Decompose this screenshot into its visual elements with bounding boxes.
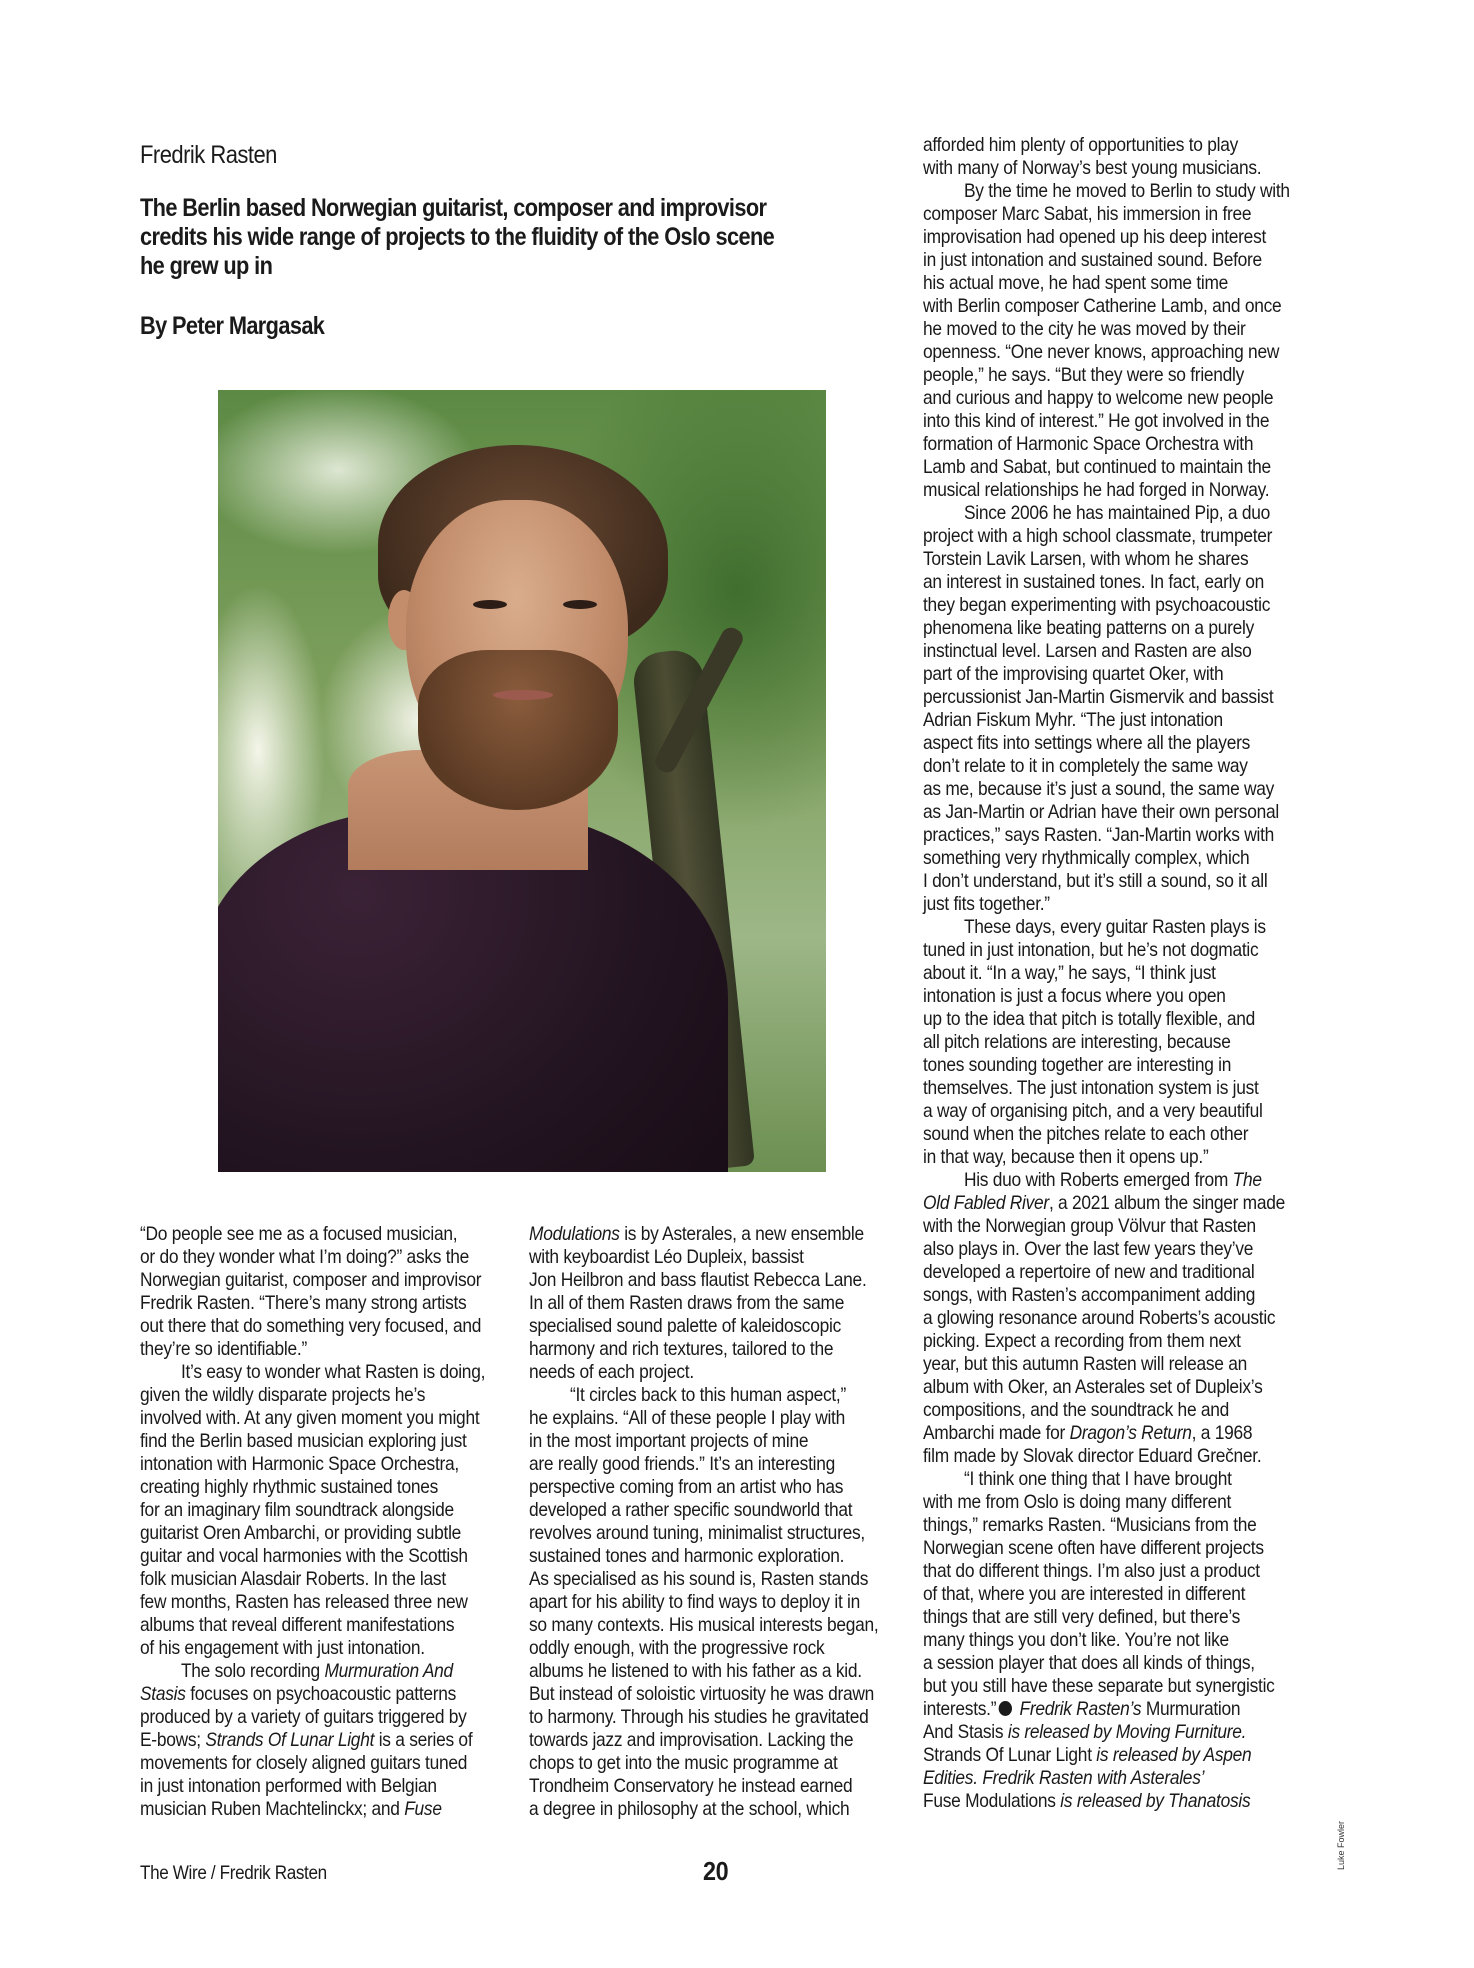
body-text-line xyxy=(923,1744,1279,1767)
text-run: Lamb and Sabat, but continued to maintain the xyxy=(923,456,1271,478)
standfirst-line: The Berlin based Norwegian guitarist, composer and improvisor xyxy=(140,194,767,222)
body-text-line xyxy=(923,824,1279,847)
text-run: find the Berlin based musician exploring just xyxy=(140,1430,467,1452)
body-text-line xyxy=(923,456,1279,479)
text-run: By the time he moved to Berlin to study with xyxy=(963,180,1290,202)
body-text-line xyxy=(923,433,1279,456)
text-run: things,” remarks Rasten. “Musicians from the xyxy=(923,1514,1257,1536)
body-text-line xyxy=(923,1491,1279,1514)
body-column-2 xyxy=(529,1223,929,1821)
body-text-line xyxy=(529,1338,885,1361)
body-text-line xyxy=(140,1476,496,1499)
body-text-line xyxy=(923,1445,1279,1468)
text-run: In all of them Rasten draws from the same xyxy=(529,1292,845,1314)
text-run: sustained tones and harmonic exploration. xyxy=(529,1545,845,1567)
body-text-line xyxy=(923,870,1279,893)
text-run: apart for his ability to find ways to deploy it in xyxy=(529,1591,861,1613)
text-run: a way of organising pitch, and a very beautiful xyxy=(923,1100,1263,1122)
body-text-line xyxy=(140,1246,496,1269)
text-run: musical relationships he had forged in Norway. xyxy=(923,479,1270,501)
text-run: These days, every guitar Rasten plays is xyxy=(963,916,1266,938)
body-text-line xyxy=(140,1775,496,1798)
text-run: albums that reveal different manifestations xyxy=(140,1614,455,1636)
text-run: with many of Norway’s best young musicians. xyxy=(923,157,1262,179)
text-run: The solo recording xyxy=(180,1660,325,1682)
body-text-line xyxy=(923,318,1279,341)
text-run: a glowing resonance around Roberts’s acoustic xyxy=(923,1307,1276,1329)
text-run: are really good friends.” It’s an interesting xyxy=(529,1453,836,1475)
text-run: picking. Expect a recording from them next xyxy=(923,1330,1241,1352)
body-text-line xyxy=(923,1261,1279,1284)
body-text-line xyxy=(140,1407,496,1430)
body-text-line xyxy=(923,341,1279,364)
body-text-line xyxy=(140,1361,496,1384)
end-of-article-bullet-icon xyxy=(999,1701,1012,1716)
text-run: about it. “In a way,” he says, “I think just xyxy=(923,962,1216,984)
standfirst-line: he grew up in xyxy=(140,252,273,280)
text-run: intonation with Harmonic Space Orchestra, xyxy=(140,1453,459,1475)
body-text-line xyxy=(923,272,1279,295)
body-text-line xyxy=(140,1752,496,1775)
text-run: he explains. “All of these people I play with xyxy=(529,1407,846,1429)
portrait-photo xyxy=(218,390,826,1172)
body-text-line xyxy=(923,1054,1279,1077)
photo-credit: Luke Fowler xyxy=(1336,1820,1346,1870)
body-text-line xyxy=(923,1583,1279,1606)
body-text-line xyxy=(529,1315,885,1338)
body-text-line xyxy=(140,1269,496,1292)
body-text-line xyxy=(923,1376,1279,1399)
text-run: developed a repertoire of new and traditional xyxy=(923,1261,1255,1283)
text-run: Fuse Modulations xyxy=(923,1790,1056,1812)
body-text-line xyxy=(529,1384,885,1407)
text-run: film made by Slovak director Eduard Grečner. xyxy=(923,1445,1262,1467)
body-text-line xyxy=(923,1330,1279,1353)
body-text-line xyxy=(923,1468,1279,1491)
body-text-line xyxy=(140,1637,496,1660)
text-run: aspect fits into settings where all the players xyxy=(923,732,1251,754)
body-text-line xyxy=(923,1606,1279,1629)
body-text-line xyxy=(923,617,1279,640)
body-text-line xyxy=(923,525,1279,548)
body-text-line xyxy=(529,1798,885,1821)
text-run: intonation is just a focus where you open xyxy=(923,985,1226,1007)
body-text-line xyxy=(529,1614,885,1637)
text-run: , a 1968 xyxy=(1191,1422,1253,1444)
italic-title-text: is released by Moving Furniture. xyxy=(1003,1721,1247,1743)
text-run: towards jazz and improvisation. Lacking the xyxy=(529,1729,854,1751)
text-run: with Berlin composer Catherine Lamb, and once xyxy=(923,295,1282,317)
body-text-line xyxy=(529,1246,885,1269)
text-run: for an imaginary film soundtrack alongside xyxy=(140,1499,454,1521)
body-text-line xyxy=(923,1238,1279,1261)
text-run: involved with. At any given moment you might xyxy=(140,1407,480,1429)
text-run: of that, where you are interested in different xyxy=(923,1583,1246,1605)
text-run: and curious and happy to welcome new people xyxy=(923,387,1274,409)
body-text-line xyxy=(529,1568,885,1591)
text-run: songs, with Rasten’s accompaniment adding xyxy=(923,1284,1256,1306)
body-text-line xyxy=(529,1407,885,1430)
italic-title-text: Edities. Fredrik Rasten with Asterales’ xyxy=(923,1767,1205,1789)
body-text-line xyxy=(529,1591,885,1614)
text-run: guitarist Oren Ambarchi, or providing subtle xyxy=(140,1522,462,1544)
body-text-line xyxy=(140,1223,496,1246)
text-run: But instead of soloistic virtuosity he was drawn xyxy=(529,1683,875,1705)
body-text-line xyxy=(529,1637,885,1660)
body-text-line xyxy=(529,1476,885,1499)
text-run: many things you don’t like. You’re not like xyxy=(923,1629,1229,1651)
body-text-line xyxy=(140,1706,496,1729)
text-run: don’t relate to it in completely the same way xyxy=(923,755,1248,777)
body-text-line xyxy=(923,364,1279,387)
text-run: Trondheim Conservatory he instead earned xyxy=(529,1775,853,1797)
text-run: Since 2006 he has maintained Pip, a duo xyxy=(963,502,1271,524)
body-text-line xyxy=(529,1775,885,1798)
text-run: they’re so identifiable.” xyxy=(140,1338,307,1360)
body-text-line xyxy=(529,1499,885,1522)
text-run: his actual move, he had spent some time xyxy=(923,272,1229,294)
text-run: instinctual level. Larsen and Rasten are also xyxy=(923,640,1252,662)
text-run: developed a rather specific soundworld that xyxy=(529,1499,853,1521)
text-run: chops to get into the music programme at xyxy=(529,1752,838,1774)
body-text-line xyxy=(923,1077,1279,1100)
text-run: composer Marc Sabat, his immersion in free xyxy=(923,203,1252,225)
body-text-line xyxy=(923,1169,1279,1192)
text-run: sound when the pitches relate to each other xyxy=(923,1123,1249,1145)
body-text-line xyxy=(923,410,1279,433)
text-run: revolves around tuning, minimalist structures, xyxy=(529,1522,865,1544)
text-run: needs of each project. xyxy=(529,1361,694,1383)
body-text-line xyxy=(923,548,1279,571)
running-head: The Wire / Fredrik Rasten xyxy=(140,1863,327,1884)
body-text-line xyxy=(140,1568,496,1591)
text-run: themselves. The just intonation system is just xyxy=(923,1077,1259,1099)
text-run: percussionist Jan-Martin Gismervik and bassist xyxy=(923,686,1274,708)
text-run: focuses on psychoacoustic patterns xyxy=(185,1683,457,1705)
text-run: It’s easy to wonder what Rasten is doing, xyxy=(180,1361,486,1383)
text-run: as me, because it’s just a sound, the same way xyxy=(923,778,1275,800)
italic-title-text: Strands Of Lunar Light xyxy=(205,1729,375,1751)
body-text-line xyxy=(923,226,1279,249)
body-text-line xyxy=(140,1660,496,1683)
body-text-line xyxy=(529,1453,885,1476)
text-run: in that way, because then it opens up.” xyxy=(923,1146,1209,1168)
body-text-line xyxy=(923,502,1279,525)
text-run: to harmony. Through his studies he gravitated xyxy=(529,1706,869,1728)
body-text-line xyxy=(529,1729,885,1752)
body-text-line xyxy=(140,1453,496,1476)
text-run: of his engagement with just intonation. xyxy=(140,1637,425,1659)
body-text-line xyxy=(529,1752,885,1775)
body-text-line xyxy=(923,1008,1279,1031)
body-text-line xyxy=(923,249,1279,272)
text-run: Ambarchi made for xyxy=(923,1422,1070,1444)
body-text-line xyxy=(923,1422,1279,1445)
body-text-line xyxy=(923,709,1279,732)
text-run: people,” he says. “But they were so friendly xyxy=(923,364,1245,386)
photo-subject-beard xyxy=(418,650,618,810)
text-run: practices,” says Rasten. “Jan-Martin works with xyxy=(923,824,1275,846)
article-standfirst xyxy=(140,194,862,281)
body-text-line xyxy=(529,1545,885,1568)
body-text-line xyxy=(923,387,1279,410)
text-run: Adrian Fiskum Myhr. “The just intonation xyxy=(923,709,1223,731)
body-text-line xyxy=(923,1514,1279,1537)
text-run: improvisation had opened up his deep interest xyxy=(923,226,1267,248)
text-run: Strands Of Lunar Light xyxy=(923,1744,1092,1766)
text-run: “It circles back to this human aspect,” xyxy=(569,1384,847,1406)
text-run: creating highly rhythmic sustained tones xyxy=(140,1476,439,1498)
body-text-line xyxy=(529,1292,885,1315)
italic-title-text: is released by Aspen xyxy=(1091,1744,1252,1766)
text-run: he moved to the city he was moved by their xyxy=(923,318,1246,340)
body-text-line xyxy=(140,1338,496,1361)
text-run: so many contexts. His musical interests began, xyxy=(529,1614,879,1636)
text-run: “Do people see me as a focused musician, xyxy=(140,1223,458,1245)
body-text-line xyxy=(923,1284,1279,1307)
text-run: up to the idea that pitch is totally flexible, and xyxy=(923,1008,1256,1030)
body-text-line xyxy=(529,1683,885,1706)
body-text-line xyxy=(923,1721,1279,1744)
body-text-line xyxy=(923,1790,1279,1813)
body-text-line xyxy=(923,916,1279,939)
body-text-line xyxy=(140,1499,496,1522)
text-run: As specialised as his sound is, Rasten stands xyxy=(529,1568,869,1590)
page-number: 20 xyxy=(703,1856,729,1886)
text-run: Norwegian scene often have different projects xyxy=(923,1537,1264,1559)
body-text-line xyxy=(923,1767,1279,1790)
body-text-line xyxy=(140,1683,496,1706)
body-column-1 xyxy=(140,1223,540,1821)
body-text-line xyxy=(529,1223,885,1246)
body-text-line xyxy=(923,1353,1279,1376)
body-text-line xyxy=(923,203,1279,226)
italic-title-text: Stasis xyxy=(140,1683,186,1705)
text-run: movements for closely aligned guitars tuned xyxy=(140,1752,468,1774)
body-text-line xyxy=(140,1545,496,1568)
text-run: with keyboardist Léo Dupleix, bassist xyxy=(529,1246,804,1268)
body-text-line xyxy=(529,1660,885,1683)
body-text-line xyxy=(529,1522,885,1545)
text-run: musician Ruben Machtelinckx; and xyxy=(140,1798,405,1820)
body-text-line xyxy=(140,1591,496,1614)
text-run: albums he listened to with his father as a kid. xyxy=(529,1660,862,1682)
photo-subject-mouth xyxy=(493,690,553,700)
text-run: is a series of xyxy=(374,1729,473,1751)
italic-title-text: Murmuration And xyxy=(324,1660,453,1682)
text-run: they began experimenting with psychoacoustic xyxy=(923,594,1271,616)
text-run: tuned in just intonation, but he’s not dogmatic xyxy=(923,939,1259,961)
text-run: , a 2021 album the singer made xyxy=(1048,1192,1286,1214)
text-run: I don’t understand, but it’s still a sound, so it all xyxy=(923,870,1268,892)
text-run: that do different things. I’m also just a product xyxy=(923,1560,1260,1582)
text-run: interests.” xyxy=(923,1698,997,1720)
body-column-3 xyxy=(923,134,1323,1813)
body-text-line xyxy=(923,985,1279,1008)
body-text-line xyxy=(923,594,1279,617)
text-run: Jon Heilbron and bass flautist Rebecca Lane. xyxy=(529,1269,867,1291)
text-run: things that are still very defined, but there’s xyxy=(923,1606,1241,1628)
body-text-line xyxy=(923,962,1279,985)
article-byline: By Peter Margasak xyxy=(140,312,325,340)
text-run: year, but this autumn Rasten will release an xyxy=(923,1353,1247,1375)
text-run: out there that do something very focused, and xyxy=(140,1315,482,1337)
text-run: into this kind of interest.” He got involved in the xyxy=(923,410,1270,432)
text-run: Fredrik Rasten. “There’s many strong artists xyxy=(140,1292,467,1314)
text-run: formation of Harmonic Space Orchestra with xyxy=(923,433,1254,455)
article-kicker: Fredrik Rasten xyxy=(140,141,277,169)
text-run: folk musician Alasdair Roberts. In the last xyxy=(140,1568,446,1590)
body-text-line xyxy=(923,640,1279,663)
text-run: guitar and vocal harmonies with the Scottish xyxy=(140,1545,468,1567)
text-run: a degree in philosophy at the school, which xyxy=(529,1798,850,1820)
body-text-line xyxy=(923,778,1279,801)
body-text-line xyxy=(923,755,1279,778)
text-run: part of the improvising quartet Oker, with xyxy=(923,663,1224,685)
text-run: in just intonation and sustained sound. Before xyxy=(923,249,1262,271)
text-run: given the wildly disparate projects he’s xyxy=(140,1384,426,1406)
body-text-line xyxy=(140,1315,496,1338)
text-run: with me from Oslo is doing many different xyxy=(923,1491,1232,1513)
body-text-line xyxy=(140,1729,496,1752)
text-run: or do they wonder what I’m doing?” asks the xyxy=(140,1246,470,1268)
text-run: project with a high school classmate, trumpeter xyxy=(923,525,1273,547)
body-text-line xyxy=(923,1675,1279,1698)
italic-title-text: is released by Thanatosis xyxy=(1055,1790,1251,1812)
body-text-line xyxy=(923,1192,1286,1215)
body-text-line xyxy=(529,1269,885,1292)
text-run: And Stasis xyxy=(923,1721,1004,1743)
standfirst-line: credits his wide range of projects to the fluidity of the Oslo scene xyxy=(140,223,775,251)
text-run: Norwegian guitarist, composer and improvisor xyxy=(140,1269,482,1291)
body-text-line xyxy=(923,1560,1279,1583)
body-text-line xyxy=(529,1361,885,1384)
body-text-line xyxy=(923,295,1282,318)
body-text-line xyxy=(923,1146,1279,1169)
text-run: His duo with Roberts emerged from xyxy=(963,1169,1233,1191)
text-run: Murmuration xyxy=(1141,1698,1241,1720)
body-text-line xyxy=(923,1652,1279,1675)
text-run: oddly enough, with the progressive rock xyxy=(529,1637,825,1659)
body-text-line xyxy=(923,1629,1279,1652)
body-text-line xyxy=(923,571,1279,594)
body-text-line xyxy=(923,939,1279,962)
text-run: all pitch relations are interesting, because xyxy=(923,1031,1231,1053)
text-run: a session player that does all kinds of things, xyxy=(923,1652,1255,1674)
body-text-line xyxy=(923,157,1279,180)
text-run: in just intonation performed with Belgian xyxy=(140,1775,437,1797)
text-run: produced by a variety of guitars triggered by xyxy=(140,1706,467,1728)
body-text-line xyxy=(923,1031,1279,1054)
text-run: something very rhythmically complex, which xyxy=(923,847,1250,869)
text-run: but you still have these separate but synergistic xyxy=(923,1675,1275,1697)
body-text-line xyxy=(140,1614,496,1637)
italic-title-text: Fuse xyxy=(404,1798,442,1820)
body-text-line xyxy=(923,893,1279,916)
italic-title-text: The xyxy=(1232,1169,1262,1191)
body-text-line xyxy=(923,1307,1279,1330)
body-text-line xyxy=(529,1430,885,1453)
italic-title-text: Fredrik Rasten’s xyxy=(1014,1698,1142,1720)
italic-title-text: Modulations xyxy=(529,1223,620,1245)
body-text-line xyxy=(140,1522,496,1545)
text-run: harmony and rich textures, tailored to the xyxy=(529,1338,834,1360)
photo-subject-eye xyxy=(563,600,597,609)
body-text-line xyxy=(140,1430,496,1453)
text-run: “I think one thing that I have brought xyxy=(963,1468,1232,1490)
text-run: specialised sound palette of kaleidoscopic xyxy=(529,1315,842,1337)
body-text-line xyxy=(923,1399,1279,1422)
text-run: perspective coming from an artist who has xyxy=(529,1476,844,1498)
body-text-line xyxy=(923,663,1279,686)
text-run: with the Norwegian group Völvur that Rasten xyxy=(923,1215,1256,1237)
body-text-line xyxy=(923,1100,1279,1123)
body-text-line xyxy=(140,1798,496,1821)
body-text-line xyxy=(529,1706,885,1729)
text-run: phenomena like beating patterns on a purely xyxy=(923,617,1255,639)
text-run: compositions, and the soundtrack he and xyxy=(923,1399,1230,1421)
body-text-line xyxy=(923,1537,1279,1560)
italic-title-text: Old Fabled River xyxy=(923,1192,1049,1214)
italic-title-text: Dragon’s Return xyxy=(1069,1422,1192,1444)
body-text-line xyxy=(923,134,1279,157)
body-text-line xyxy=(923,479,1279,502)
text-run: is by Asterales, a new ensemble xyxy=(619,1223,864,1245)
text-run: Torstein Lavik Larsen, with whom he shares xyxy=(923,548,1249,570)
body-text-line xyxy=(923,847,1279,870)
body-text-line xyxy=(923,1698,1279,1721)
body-text-line xyxy=(140,1384,496,1407)
body-text-line xyxy=(923,686,1279,709)
body-text-line xyxy=(923,180,1290,203)
body-text-line xyxy=(923,801,1279,824)
text-run: just fits together.” xyxy=(923,893,1050,915)
text-run: openness. “One never knows, approaching new xyxy=(923,341,1280,363)
text-run: as Jan-Martin or Adrian have their own personal xyxy=(923,801,1279,823)
body-text-line xyxy=(923,732,1279,755)
text-run: album with Oker, an Asterales set of Dupleix’s xyxy=(923,1376,1263,1398)
body-text-line xyxy=(923,1215,1279,1238)
text-run: in the most important projects of mine xyxy=(529,1430,809,1452)
text-run: few months, Rasten has released three new xyxy=(140,1591,468,1613)
text-run: an interest in sustained tones. In fact, early on xyxy=(923,571,1264,593)
text-run: afforded him plenty of opportunities to play xyxy=(923,134,1238,156)
text-run: tones sounding together are interesting in xyxy=(923,1054,1232,1076)
body-text-line xyxy=(923,1123,1279,1146)
photo-subject-eye xyxy=(473,600,507,609)
text-run: also plays in. Over the last few years they’ve xyxy=(923,1238,1254,1260)
text-run: E-bows; xyxy=(140,1729,206,1751)
body-text-line xyxy=(140,1292,496,1315)
